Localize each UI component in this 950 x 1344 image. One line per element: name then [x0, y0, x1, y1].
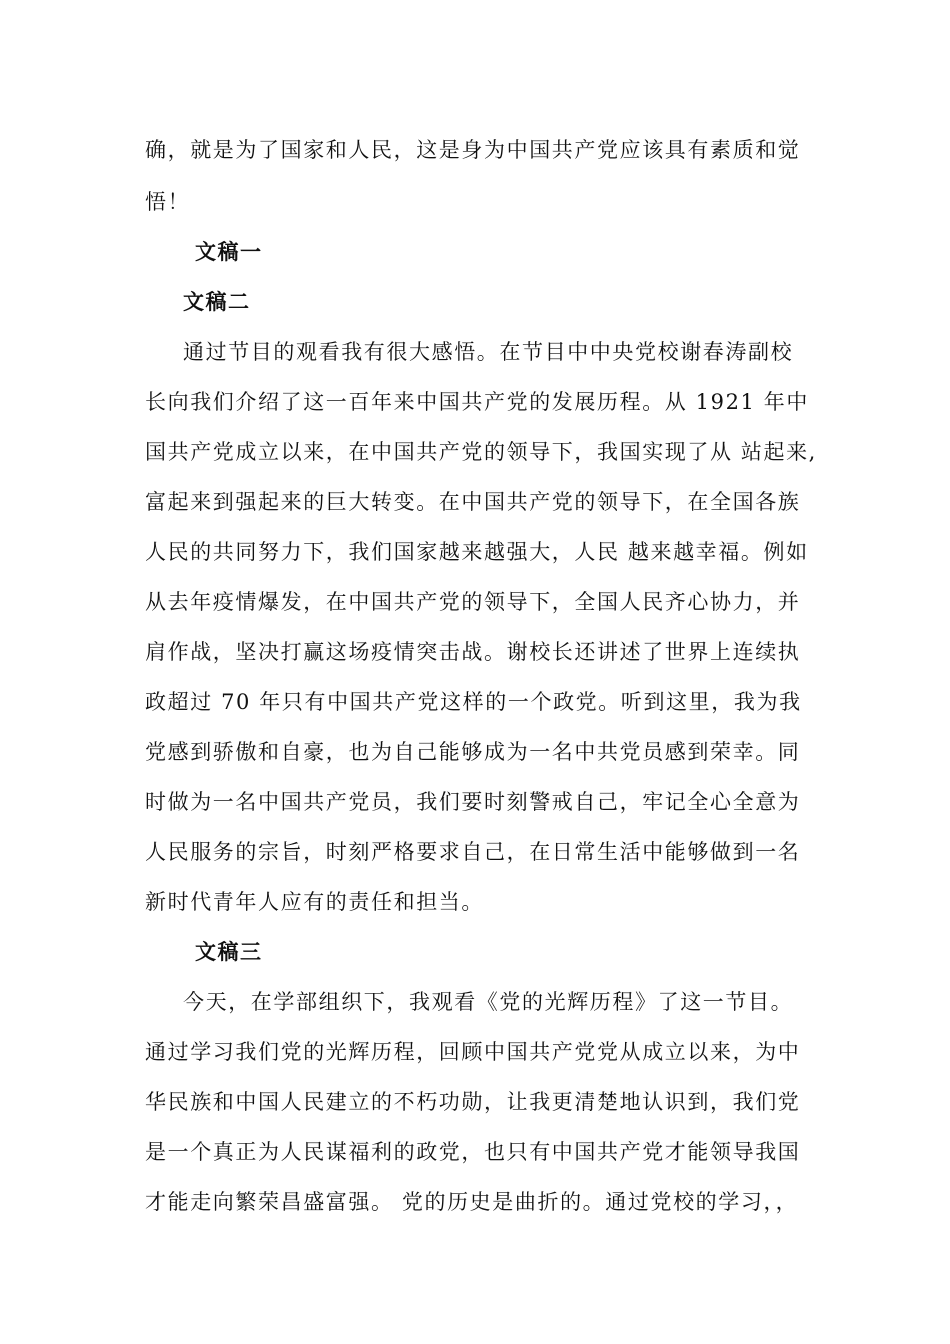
section-heading-3: 文稿三: [195, 940, 263, 964]
paragraph-line: 通过节目的观看我有很大感悟。在节目中中央党校谢春涛副校: [183, 340, 794, 364]
paragraph-line: 今天，在学部组织下，我观看《党的光辉历程》了这一节目。: [183, 990, 794, 1014]
paragraph-line: 政超过 70 年只有中国共产党这样的一个政党。听到这里，我为我: [145, 690, 802, 714]
paragraph-line: 时做为一名中国共产党员，我们要时刻警戒自己，牢记全心全意为: [145, 790, 801, 814]
paragraph-line: 人民的共同努力下，我们国家越来越强大，人民 越来越幸福。例如: [145, 540, 809, 564]
section-heading-1: 文稿一: [195, 240, 263, 264]
paragraph-line: 才能走向繁荣昌盛富强。 党的历史是曲折的。通过党校的学习，，: [145, 1190, 799, 1214]
paragraph-line: 肩作战，坚决打赢这场疫情突击战。谢校长还讲述了世界上连续执: [145, 640, 801, 664]
paragraph-line: 从去年疫情爆发，在中国共产党的领导下，全国人民齐心协力，并: [145, 590, 801, 614]
intro-line: 确，就是为了国家和人民，这是身为中国共产党应该具有素质和觉: [145, 138, 801, 162]
paragraph-line: 人民服务的宗旨，时刻严格要求自己，在日常生活中能够做到一名: [145, 840, 801, 864]
paragraph-line: 长向我们介绍了这一百年来中国共产党的发展历程。从 1921 年中: [145, 390, 809, 414]
paragraph-line: 通过学习我们党的光辉历程，回顾中国共产党党从成立以来，为中: [145, 1040, 801, 1064]
paragraph-line: 党感到骄傲和自豪，也为自己能够成为一名中共党员感到荣幸。同: [145, 740, 801, 764]
paragraph-line: 富起来到强起来的巨大转变。在中国共产党的领导下，在全国各族: [145, 490, 801, 514]
paragraph-line: 是一个真正为人民谋福利的政党，也只有中国共产党才能领导我国: [145, 1140, 801, 1164]
intro-line: 悟！: [145, 190, 191, 214]
section-heading-2: 文稿二: [183, 290, 251, 314]
paragraph-line: 新时代青年人应有的责任和担当。: [145, 890, 484, 914]
paragraph-line: 国共产党成立以来，在中国共产党的领导下，我国实现了从 站起来,: [145, 440, 817, 464]
paragraph-line: 华民族和中国人民建立的不朽功勋，让我更清楚地认识到，我们党: [145, 1090, 801, 1114]
